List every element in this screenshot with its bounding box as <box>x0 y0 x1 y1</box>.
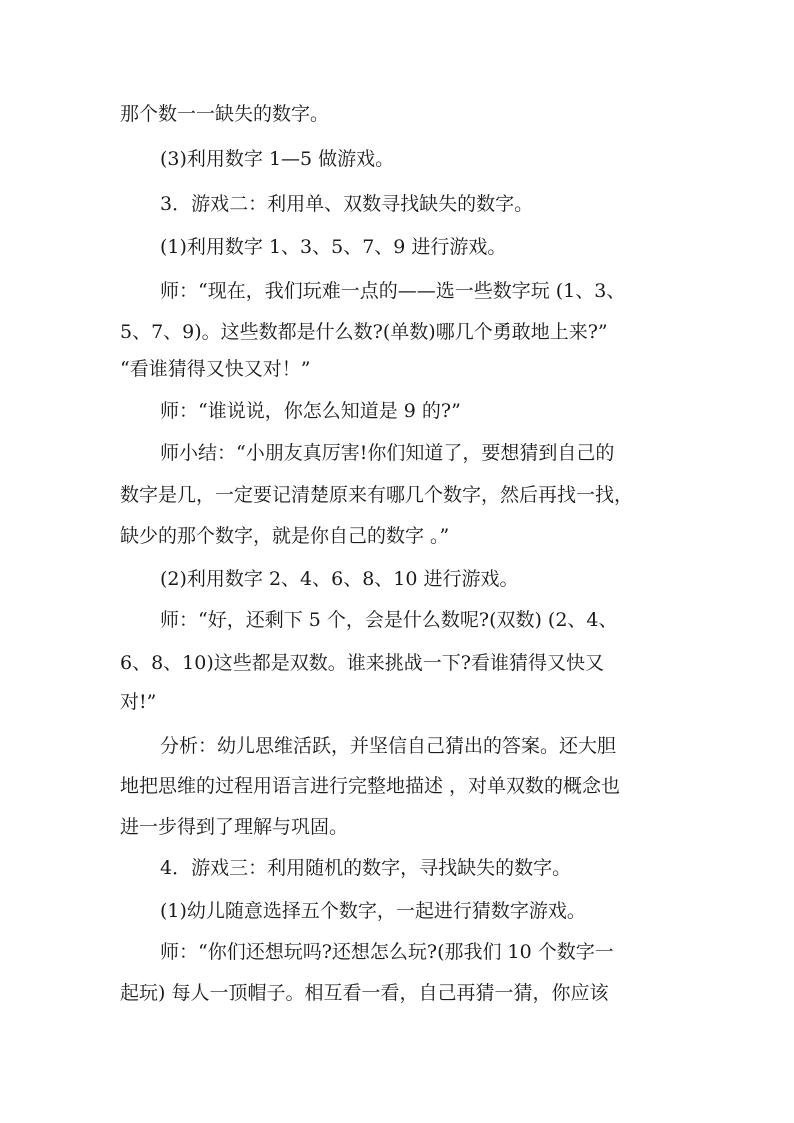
text-line: 分析：幼儿思维活跃，并坚信自己猜出的答案。还大胆 <box>160 735 617 757</box>
text-line: “看谁猜得又快又对！” <box>120 358 311 380</box>
text-line: 进一步得到了理解与巩固。 <box>120 816 349 838</box>
text-line: 师：“好，还剩下 5 个，会是什么数呢?(双数) (2、4、 <box>160 609 618 631</box>
text-line: 起玩) 每人一顶帽子。相互看一看，自己再猜一猜，你应该 <box>120 982 609 1004</box>
text-line: (3)利用数字 1—5 做游戏。 <box>160 148 395 170</box>
text-line: 对!” <box>120 691 157 713</box>
text-line: 师：“你们还想玩吗?还想怎么玩?(那我们 10 个数字一 <box>160 941 614 963</box>
text-line: 师：“谁说说，你怎么知道是 9 的?” <box>160 400 461 422</box>
text-line: 缺少的那个数字，就是你自己的数字 。” <box>120 525 450 547</box>
text-line: (1)利用数字 1、3、5、7、9 进行游戏。 <box>160 236 507 258</box>
text-line: 5、7、9)。这些数都是什么数?(单数)哪几个勇敢地上来?” <box>120 321 608 343</box>
text-line: 6、8、10)这些都是双数。谁来挑战一下?看谁猜得又快又 <box>120 652 604 674</box>
text-line: 4．游戏三：利用随机的数字，寻找缺失的数字。 <box>160 857 572 879</box>
text-line: 那个数一一缺失的数字。 <box>120 103 330 125</box>
text-line: 师：“现在，我们玩难一点的——选一些数字玩 (1、3、 <box>160 280 626 302</box>
text-line: 数字是几，一定要记清楚原来有哪几个数字，然后再找一找， <box>120 484 634 506</box>
text-line: (1)幼儿随意选择五个数字，一起进行猜数字游戏。 <box>160 900 586 922</box>
text-line: 地把思维的过程用语言进行完整地描述 ，对单双数的概念也 <box>120 775 621 797</box>
text-line: (2)利用数字 2、4、6、8、10 进行游戏。 <box>160 568 519 590</box>
text-line: 师小结：“小朋友真厉害!你们知道了，要想猜到自己的 <box>160 442 615 464</box>
text-line: 3．游戏二：利用单、双数寻找缺失的数字。 <box>160 193 534 215</box>
